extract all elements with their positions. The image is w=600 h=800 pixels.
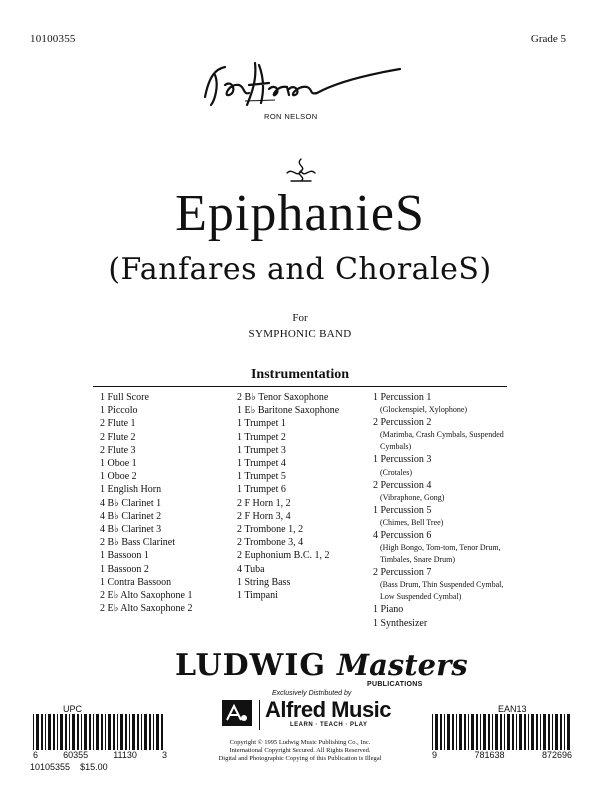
barcode-bar [471,714,474,750]
instrument-label: 2 Trombone 3, 4 [237,537,304,549]
barcode-bar [156,714,159,750]
instrument-label: 2 E♭ Alto Saxophone 2 [100,603,193,615]
upc-digit-group: 6 [33,750,39,760]
ean-label: EAN13 [498,704,527,714]
barcode-bar [440,714,442,750]
barcode-bar [129,714,130,750]
instrument-item [237,589,372,602]
instrument-label: 2 Percussion 7 [373,567,432,579]
instrument-item [100,417,235,430]
instrument-detail: (Bass Drum, Thin Suspended Cymbal, Low Suspended Cymbal) [380,580,504,602]
instrument-item [100,549,235,562]
barcode-bar [468,714,469,750]
barcode-bar [476,714,478,750]
instrument-label: 4 B♭ Clarinet 3 [100,524,162,536]
ean-digit-group: 9 [432,750,438,760]
instrument-label: 2 Flute 1 [100,418,136,430]
instrument-item [237,549,372,562]
barcode-bar [105,714,106,750]
instrument-detail: (High Bongo, Tom-tom, Tenor Drum, Timbales, Snare Drum) [380,543,501,565]
barcode-bar [48,714,51,750]
barcode-bar [543,714,546,750]
instrument-item [100,444,235,457]
barcode-bar [504,714,505,750]
ensemble-label: SYMPHONIC BAND [248,328,352,340]
instrument-column-1 [100,391,235,615]
barcode-bar [464,714,466,750]
barcode-bar [72,714,75,750]
barcode-bar [564,714,565,750]
instrument-item [237,523,372,536]
instrument-item [237,497,372,510]
masters-logo-text: Masters [337,648,468,682]
instrument-detail: (Crotales) [380,467,412,477]
barcode-bar [432,714,433,750]
barcode-bar [560,714,562,750]
instrument-label: 1 Timpani [237,590,278,602]
instrument-label: 1 Oboe 2 [100,471,137,483]
instrument-label: 1 Piano [373,604,404,616]
barcode-bar [108,714,111,750]
instrument-item [100,457,235,470]
barcode-bar [507,714,510,750]
ean-barcode [432,714,572,750]
instrument-item [100,523,235,536]
barcode-bar [132,714,135,750]
for-label: For [292,312,308,324]
barcode-bar [65,714,67,750]
ean-digit-group: 872696 [541,750,572,760]
barcode-bar [33,714,34,750]
instrument-item [237,404,372,417]
barcode-bar [77,714,79,750]
alfred-logo-icon [222,700,252,726]
instrument-label: 2 Flute 3 [100,444,136,456]
instrument-label: 2 Percussion 2 [373,417,432,429]
heading-divider [93,386,507,387]
barcode-bar [488,714,490,750]
barcode-bar [125,714,127,750]
instrument-column-3 [373,391,513,630]
ean-digit-group: 781638 [474,750,505,760]
barcode-bar [144,714,147,750]
upc-digit-group: 11130 [113,750,137,760]
barcode-bar [41,714,43,750]
barcode-bar [149,714,151,750]
instrument-item [373,479,513,504]
alfred-music-logo-text: Alfred Music [265,697,392,722]
instrument-item [100,576,235,589]
barcode-bar [548,714,550,750]
instrument-item [237,536,372,549]
upc-digit-group: 60355 [63,750,89,760]
instrument-label: 2 B♭ Bass Clarinet [100,537,175,549]
instrument-label: 1 English Horn [100,484,162,496]
instrument-label: 1 Percussion 5 [373,504,432,516]
instrument-label: 1 Percussion 1 [373,392,432,403]
instrument-item [100,589,235,602]
instrument-label: 2 F Horn 1, 2 [237,497,291,509]
grade-label: Grade 5 [530,33,566,45]
instrument-label: 4 B♭ Clarinet 1 [100,497,162,509]
instrument-label: 1 Contra Bassoon [100,576,172,588]
instrument-item [100,431,235,444]
instrument-label: 2 Trombone 1, 2 [237,524,304,536]
publications-label: PUBLICATIONS [367,681,423,688]
barcode-bar [524,714,526,750]
instrument-label: 1 E♭ Baritone Saxophone [237,405,340,417]
composer-name: RON NELSON [264,112,318,121]
composer-signature [185,55,410,115]
instrument-item [237,470,372,483]
barcode-bar [536,714,538,750]
instrument-item [373,617,513,630]
barcode-bar [93,714,94,750]
instrument-item [100,470,235,483]
upc-label: UPC [63,704,83,714]
barcode-bar [81,714,82,750]
barcode-bar [516,714,517,750]
instrumentation-heading: Instrumentation [250,367,349,382]
barcode-bar [69,714,70,750]
instrument-item [100,510,235,523]
upc-digits [33,750,167,760]
barcode-bar [120,714,123,750]
instrument-label: 4 Tuba [237,563,265,575]
instrument-item [100,391,235,404]
barcode-bar [528,714,529,750]
instrument-item [373,391,513,416]
barcode-bar [519,714,522,750]
instrument-detail: (Marimba, Crash Cymbals, Suspended Cymbals) [380,430,504,452]
barcode-bar [153,714,154,750]
instrument-item [237,417,372,430]
instrument-item [373,453,513,478]
barcode-bar [483,714,486,750]
instrument-item [237,444,372,457]
upc-digit-group: 3 [161,750,167,760]
instrument-label: 1 Trumpet 4 [237,458,286,470]
instrument-label: 1 Trumpet 6 [237,484,286,496]
barcode-bar [540,714,541,750]
work-subtitle: (Fanfares and ChoraleS) [108,252,492,287]
barcode-bar [36,714,39,750]
instrument-item [237,457,372,470]
barcode-bar [57,714,58,750]
barcode-bar [512,714,514,750]
instrument-label: 4 Percussion 6 [373,530,432,542]
barcode-bar [447,714,450,750]
barcode-bar [531,714,534,750]
barcode-bar [444,714,445,750]
instrument-item [237,483,372,496]
ludwig-logo-text: LUDWIG [175,648,326,683]
barcode-bar [89,714,91,750]
instrument-detail: (Vibraphone, Gong) [380,492,445,502]
price: $15.00 [80,762,108,772]
instrument-label: 1 Trumpet 1 [237,418,286,430]
upc-catalog-number: 10105355 [30,762,71,772]
copyright-notice [200,739,400,763]
barcode-bar [141,714,142,750]
instrument-label: 4 B♭ Clarinet 2 [100,510,162,522]
barcode-bar [567,714,570,750]
alfred-tagline: LEARN · TEACH · PLAY [290,722,368,728]
barcode-bar [555,714,558,750]
instrument-label: 1 Piccolo [100,405,138,417]
instrument-label: 1 Percussion 3 [373,454,432,466]
instrument-label: 2 E♭ Alto Saxophone 1 [100,590,193,602]
instrument-label: 1 Trumpet 2 [237,431,286,443]
instrument-label: 2 Euphonium B.C. 1, 2 [237,550,330,562]
barcode-bar [60,714,63,750]
instrument-label: 1 Trumpet 3 [237,444,286,456]
barcode-bar [492,714,493,750]
instrument-label: 1 String Bass [237,576,291,588]
instrument-item [100,536,235,549]
instrument-label: 2 Percussion 4 [373,479,432,491]
instrument-label: 1 Full Score [100,392,149,403]
barcode-bar [552,714,553,750]
barcode-bar [53,714,55,750]
instrument-label: 1 Oboe 1 [100,458,137,470]
barcode-bar [117,714,118,750]
instrument-item [100,497,235,510]
instrument-item [100,483,235,496]
instrument-label: 2 F Horn 3, 4 [237,510,291,522]
instrument-detail: (Chimes, Bell Tree) [380,518,444,528]
instrument-item [373,416,513,453]
instrument-item [237,391,372,404]
instrument-label: 1 Bassoon 1 [100,550,149,562]
barcode-bar [113,714,115,750]
barcode-bar [495,714,498,750]
barcode-bar [161,714,163,750]
alfred-divider [259,700,260,730]
instrument-label: 1 Synthesizer [373,617,428,629]
instrument-label: 1 Bassoon 2 [100,563,149,575]
barcode-bar [456,714,457,750]
instrument-column-2 [237,391,372,602]
barcode-bar [96,714,99,750]
barcode-bar [435,714,438,750]
barcode-bar [459,714,462,750]
instrument-item [237,510,372,523]
barcode-bar [137,714,139,750]
barcode-bar [84,714,87,750]
barcode-bar [101,714,103,750]
distribution-note: Exclusively Distributed by [272,690,352,697]
instrument-item [100,404,235,417]
instrument-label: 1 Trumpet 5 [237,471,286,483]
instrument-item [373,603,513,616]
barcode-bar [452,714,454,750]
instrument-item [237,576,372,589]
copyright-line: Digital and Photographic Copying of this Publication is Illegal [218,755,382,762]
barcode-bar [500,714,502,750]
work-title: EpiphanieS [175,185,425,242]
ean-digits [432,750,572,760]
catalog-number: 10100355 [30,33,76,45]
instrument-detail: (Glockenspiel, Xylophone) [380,405,468,415]
ornament-icon [283,157,319,185]
barcode-bar [45,714,46,750]
instrument-label: 2 B♭ Tenor Saxophone [237,392,329,403]
instrument-item [373,504,513,529]
upc-barcode [33,714,167,750]
instrument-item [373,529,513,566]
copyright-line: Copyright © 1995 Ludwig Music Publishing Co., Inc. [229,739,371,746]
instrument-item [373,566,513,603]
instrument-item [100,602,235,615]
copyright-line: International Copyright Secured. All Rights Reserved. [229,747,371,754]
instrument-label: 2 Flute 2 [100,431,136,443]
instrument-item [237,563,372,576]
instrument-item [237,431,372,444]
instrument-item [100,563,235,576]
barcode-bar [480,714,481,750]
price-line [30,762,108,772]
